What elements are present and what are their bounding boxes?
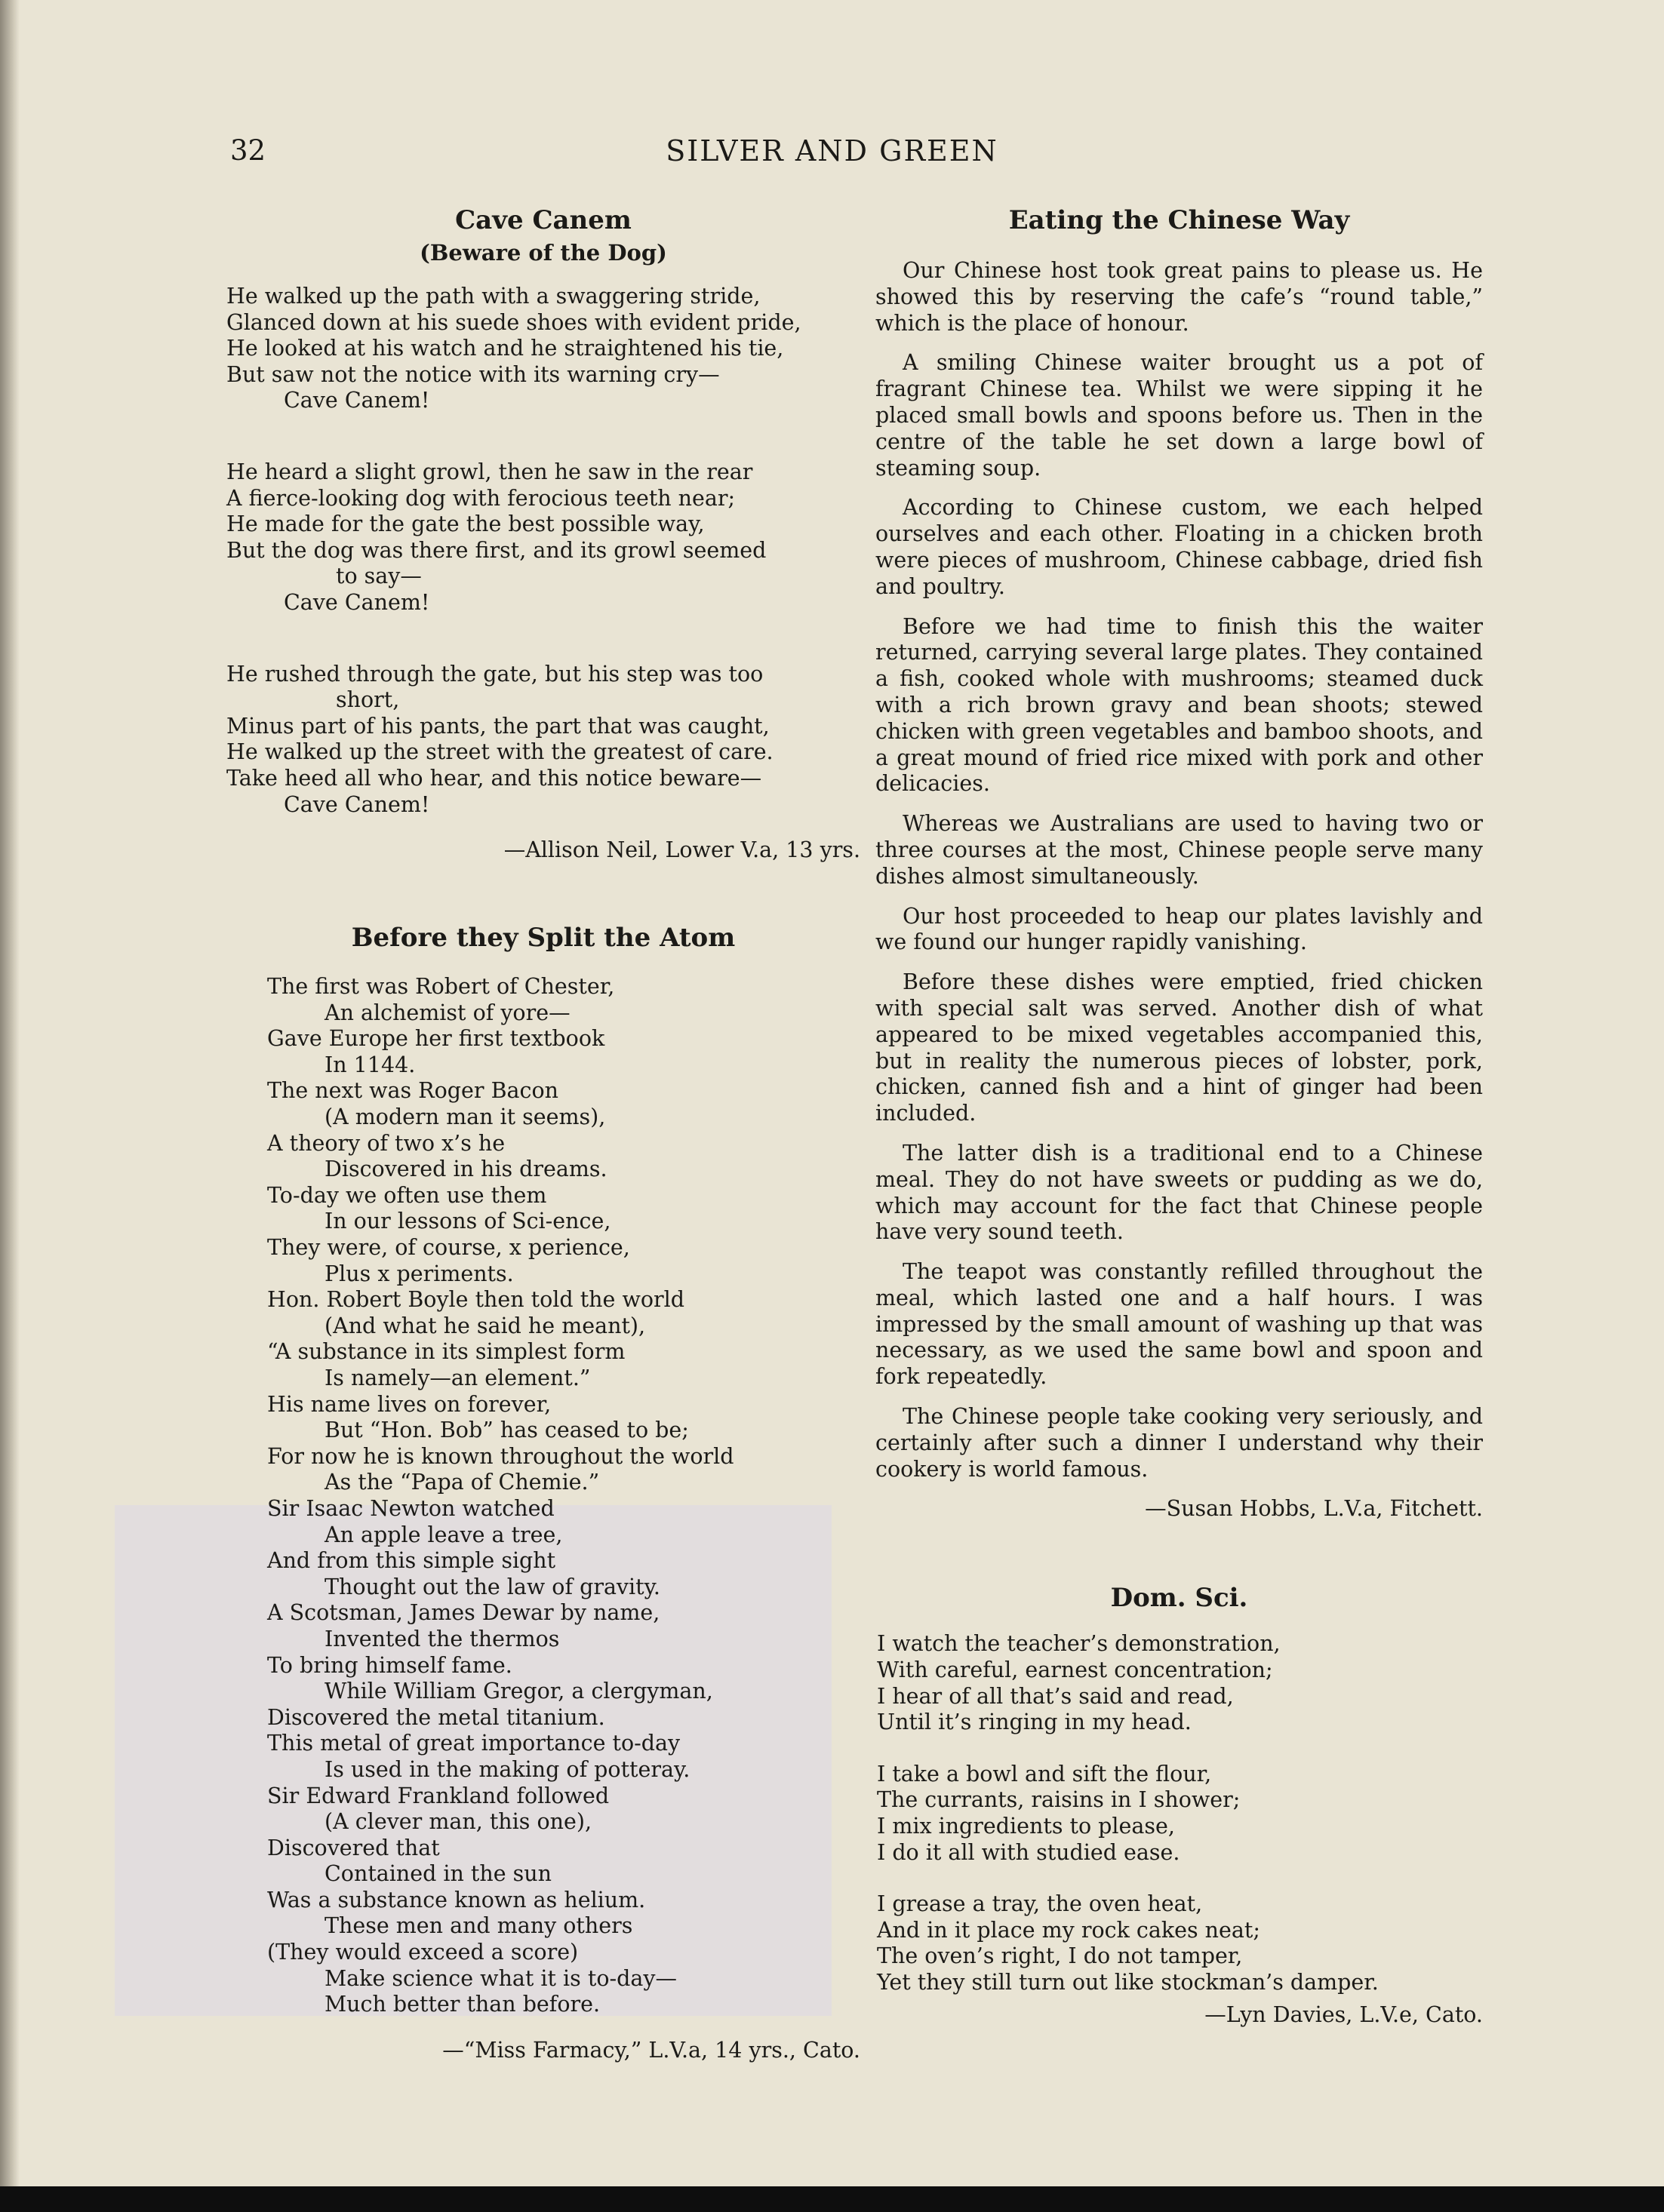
poem-line: They were, of course, x perience, (267, 1235, 630, 1261)
page-number: 32 (230, 134, 266, 167)
poem-line: As the “Papa of Chemie.” (324, 1470, 600, 1495)
article-eating-the-chinese-way (875, 204, 1483, 1521)
poem-line: This metal of great importance to-day (267, 1731, 681, 1756)
poem-line: Sir Edward Frankland followed (267, 1783, 610, 1808)
poem-subtitle: (Beware of the Dog) (420, 240, 667, 266)
poem-line: (A clever man, this one), (324, 1809, 592, 1835)
article-body (875, 258, 1483, 1482)
page-binding-edge (0, 0, 20, 2212)
poem-line: And in it place my rock cakes neat; (877, 1917, 1260, 1943)
poem-line: The next was Roger Bacon (267, 1078, 558, 1104)
poem-attribution: —“Miss Farmacy,” L.V.a, 14 yrs., Cato. (442, 2037, 860, 2063)
poem-line: short, (336, 687, 400, 713)
poem-line: I hear of all that’s said and read, (877, 1683, 1234, 1709)
poem-line: And from this simple sight (267, 1548, 556, 1574)
poem-line: To bring himself fame. (267, 1652, 512, 1678)
poem-line: He looked at his watch and he straightened his tie, (226, 336, 784, 361)
poem-line: Make science what it is to-day— (324, 1965, 677, 1991)
poem-line: I do it all with studied ease. (877, 1839, 1180, 1865)
poem-line: Contained in the sun (324, 1861, 552, 1887)
poem-line: For now he is known throughout the world (267, 1443, 734, 1469)
article-title: Eating the Chinese Way (1008, 205, 1350, 235)
running-title: SILVER AND GREEN (666, 134, 998, 167)
poem-line: In 1144. (324, 1052, 416, 1077)
poem-title: Dom. Sci. (1110, 1583, 1248, 1614)
poem-refrain: Cave Canem! (284, 589, 430, 615)
article-paragraph: The teapot was constantly refilled throughout the meal, which lasted one and a half hours. I was impressed by the small amount of washing up that was necessary, as we used the same bowl and spoon and fork repeatedly. (875, 1259, 1483, 1390)
poem-line: He heard a slight growl, then he saw in the rear (226, 459, 753, 484)
poem-line: The oven’s right, I do not tamper, (877, 1943, 1243, 1969)
article-paragraph: A smiling Chinese waiter brought us a pot of fragrant Chinese tea. Whilst we were sipping it he placed small bowls and spoons before us. Then in the centre of the table he set down a large bowl of steaming soup. (875, 350, 1483, 481)
poem-line: He made for the gate the best possible way, (226, 512, 705, 537)
poem-body (226, 284, 860, 818)
poem-line: Take heed all who hear, and this notice beware— (226, 765, 762, 791)
poem-line: He walked up the street with the greatest of care. (226, 739, 774, 765)
poem-line: Much better than before. (324, 1992, 601, 2017)
poem-line: I watch the teacher’s demonstration, (877, 1631, 1281, 1657)
poem-line: Discovered that (267, 1835, 440, 1860)
poem-line: A theory of two x’s he (267, 1130, 506, 1156)
poem-line: But the dog was there first, and its growl seemed (226, 537, 767, 563)
poem-line: His name lives on forever, (267, 1391, 552, 1417)
poem-line: To-day we often use them (267, 1182, 547, 1208)
poem-body (267, 974, 860, 2018)
poem-line: Invented the thermos (324, 1626, 560, 1651)
poem-line: An alchemist of yore— (324, 1000, 571, 1025)
poem-title: Before they Split the Atom (351, 923, 736, 954)
article-paragraph: Our Chinese host took great pains to please us. He showed this by reserving the cafe’s “round table,” which is the place of honour. (875, 258, 1483, 336)
article-paragraph: The Chinese people take cooking very seriously, and certainly after such a dinner I understand why their cookery is world famous. (875, 1404, 1483, 1482)
poem-line: With careful, earnest concentration; (877, 1657, 1273, 1683)
poem-line: The currants, raisins in I shower; (877, 1787, 1241, 1813)
poem-line: Discovered the metal titanium. (267, 1704, 605, 1730)
poem-line: Is used in the making of potteray. (324, 1756, 691, 1782)
poem-line: The first was Robert of Chester, (267, 974, 615, 1000)
poem-line: (A modern man it seems), (324, 1104, 606, 1130)
poem-line: Plus x periments. (324, 1261, 514, 1286)
right-column (875, 204, 1483, 2027)
poem-line: to say— (336, 564, 422, 589)
poem-attribution: —Lyn Davies, L.V.e, Cato. (1204, 2002, 1483, 2027)
poem-line: I grease a tray, the oven heat, (877, 1891, 1203, 1917)
poem-line: Gave Europe her first textbook (267, 1026, 605, 1052)
poem-line: (And what he said he meant), (324, 1313, 646, 1338)
poem-line: I take a bowl and sift the flour, (877, 1761, 1212, 1786)
article-paragraph: Whereas we Australians are used to having two or three courses at the most, Chinese people serve many dishes almost simultaneously. (875, 811, 1483, 889)
article-paragraph: Our host proceeded to heap our plates lavishly and we found our hunger rapidly vanishing. (875, 903, 1483, 955)
poem-line: Glanced down at his suede shoes with evident pride, (226, 309, 801, 335)
poem-refrain: Cave Canem! (284, 791, 430, 817)
poem-line: (They would exceed a score) (267, 1940, 579, 1965)
poem-line: But “Hon. Bob” has ceased to be; (324, 1418, 689, 1443)
poem-line: Sir Isaac Newton watched (267, 1495, 555, 1521)
poem-line: Yet they still turn out like stockman’s damper. (877, 1970, 1379, 1995)
article-paragraph: The latter dish is a traditional end to a Chinese meal. They do not have sweets or pudding as we do, which may account for the fact that Chinese people have very sound teeth. (875, 1140, 1483, 1245)
poem-line: But saw not the notice with its warning cry— (226, 361, 720, 387)
poem-dom-sci (875, 1581, 1483, 2026)
poem-title: Cave Canem (455, 205, 632, 235)
poem-line: Is namely—an element.” (324, 1366, 591, 1390)
article-attribution: —Susan Hobbs, L.V.a, Fitchett. (1145, 1496, 1483, 1522)
poem-line: While William Gregor, a clergyman, (324, 1679, 713, 1704)
poem-line: In our lessons of Sci-ence, (324, 1209, 611, 1234)
poem-refrain: Cave Canem! (284, 388, 430, 413)
poem-line: Thought out the law of gravity. (324, 1574, 660, 1599)
page-header (0, 134, 1664, 180)
poem-line: Discovered in his dreams. (324, 1157, 607, 1182)
article-paragraph: According to Chinese custom, we each helped ourselves and each other. Floating in a chicken broth were pieces of mushroom, Chinese cabbage, dried fish and poultry. (875, 495, 1483, 599)
poem-line: Was a substance known as helium. (267, 1887, 646, 1912)
poem-line: Hon. Robert Boyle then told the world (267, 1287, 684, 1313)
article-paragraph: Before we had time to finish this the waiter returned, carrying several large plates. They contained a fish, cooked whole with mushrooms; steamed duck with a rich brown gravy and bean shoots; stewed chicken with green vegetables and bamboo shoots, and a great mound of fried rice mixed with pork and other delicacies. (875, 613, 1483, 797)
poem-line: “A substance in its simplest form (267, 1339, 626, 1365)
poem-before-they-split-the-atom (226, 921, 860, 2063)
poem-line: He walked up the path with a swaggering stride, (226, 284, 761, 309)
poem-line: A Scotsman, James Dewar by name, (267, 1600, 660, 1626)
poem-body (877, 1631, 1483, 1995)
poem-line: Minus part of his pants, the part that was caught, (226, 713, 770, 739)
poem-line: I mix ingredients to please, (877, 1814, 1175, 1839)
scan-bottom-edge (0, 2186, 1664, 2212)
poem-line: These men and many others (324, 1913, 633, 1939)
poem-cave-canem (226, 204, 860, 862)
poem-line: An apple leave a tree, (324, 1522, 563, 1547)
article-paragraph: Before these dishes were emptied, fried chicken with special salt was served. Another dish of what appeared to be mixed vegetables accompanied this, but in reality the numerous pieces of lobster, pork, chicken, canned fish and a hint of ginger had been included. (875, 969, 1483, 1126)
poem-line: He rushed through the gate, but his step was too (226, 661, 764, 687)
poem-line: Until it’s ringing in my head. (877, 1710, 1192, 1735)
poem-attribution: —Allison Neil, Lower V.a, 13 yrs. (503, 837, 860, 863)
left-column (226, 204, 860, 2063)
poem-line: A fierce-looking dog with ferocious teeth near; (226, 485, 736, 511)
